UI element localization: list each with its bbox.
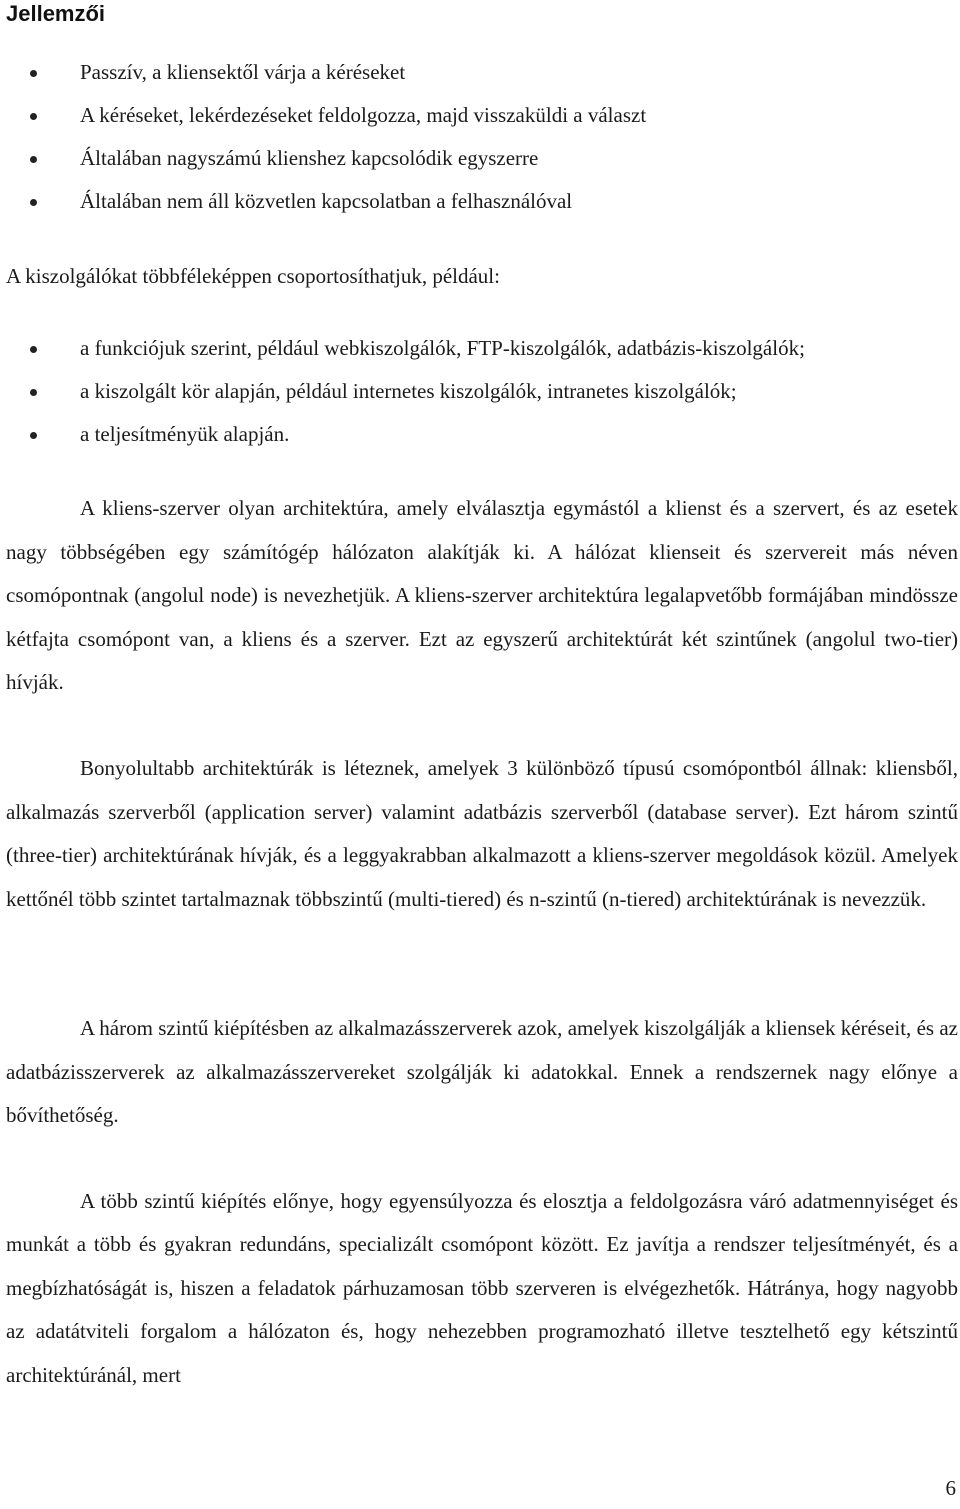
list-item	[0, 51, 960, 94]
bullet-icon	[30, 156, 37, 163]
grouping-list	[0, 327, 960, 456]
bullet-icon	[30, 389, 37, 396]
section-heading: Jellemzői	[6, 1, 106, 26]
list-item	[0, 370, 960, 413]
list-item-text: a kiszolgált kör alapján, például internetes kiszolgálók, intranetes kiszolgálók;	[80, 379, 737, 403]
list-item-text: A kéréseket, lekérdezéseket feldolgozza, majd visszaküldi a választ	[80, 103, 647, 127]
bullet-icon	[30, 70, 37, 77]
list-item	[0, 137, 960, 180]
list-item	[0, 94, 960, 137]
characteristics-list	[0, 51, 960, 223]
list-item-text: a teljesítményük alapján.	[80, 422, 290, 446]
paragraph-client-server: A kliens-szerver olyan architektúra, amely elválasztja egymástól a klienst és a szervert, és az esetek nagy többségében egy számítógép hálózaton alakítják ki. A hálózat klienseit és szervereit más néven csomópontnak (angolul node) is nevezhetjük. A kliens-szerver architektúra legalapvetőbb formájában mindössze kétfajta csomópont van, a kliens és a szerver. Ezt az egyszerű architektúrát két szintűnek (angolul two-tier) hívják.	[6, 496, 958, 695]
bullet-icon	[30, 346, 37, 353]
bullet-icon	[30, 113, 37, 120]
page-number: 6	[945, 1476, 956, 1500]
list-item-text: Passzív, a kliensektől várja a kéréseket	[80, 60, 406, 84]
bullet-icon	[30, 199, 37, 206]
list-item	[0, 327, 960, 370]
paragraph-three-tier: A három szintű kiépítésben az alkalmazásszerverek azok, amelyek kiszolgálják a kliensek kéréseit, és az adatbázisszerverek az alkalmazásszervereket szolgálják ki adatokkal. Ennek a rendszernek nagy előnye a bővíthetőség.	[6, 1016, 958, 1128]
bullet-icon	[30, 432, 37, 439]
paragraph-multi-tier: A több szintű kiépítés előnye, hogy egyensúlyozza és elosztja a feldolgozásra váró adatmennyiséget és munkát a több és gyakran redundáns, specializált csomópont között. Ez javítja a rendszer teljesítményét, és a megbízhatóságát is, hiszen a feladatok párhuzamosan több szerveren is elvégezhetők. Hátránya, hogy nagyobb az adatátviteli forgalom a hálózaton és, hogy nehezebben programozható illetve tesztelhető egy kétszintű architektúránál, mert	[6, 1189, 958, 1387]
list-item-text: a funkciójuk szerint, például webkiszolgálók, FTP-kiszolgálók, adatbázis-kiszolgálók;	[80, 336, 805, 360]
grouping-intro: A kiszolgálókat többféleképpen csoportosíthatjuk, például:	[6, 264, 500, 288]
paragraph-complex-architectures: Bonyolultabb architektúrák is léteznek, amelyek 3 különböző típusú csomópontból állnak: kliensből, alkalmazás szerverből (application server) valamint adatbázis szerverből (database server). Ezt három szintű (three-tier) architektúrának hívják, és a leggyakrabban alkalmazott a kliens-szerver megoldások közül. Amelyek kettőnél több szintet tartalmaznak többszintű (multi-tiered) és n-szintű (n-tiered) architektúrának is nevezzük.	[6, 756, 958, 911]
list-item	[0, 180, 960, 223]
list-item	[0, 413, 960, 456]
list-item-text: Általában nem áll közvetlen kapcsolatban a felhasználóval	[80, 189, 573, 213]
list-item-text: Általában nagyszámú klienshez kapcsolódik egyszerre	[80, 146, 539, 170]
